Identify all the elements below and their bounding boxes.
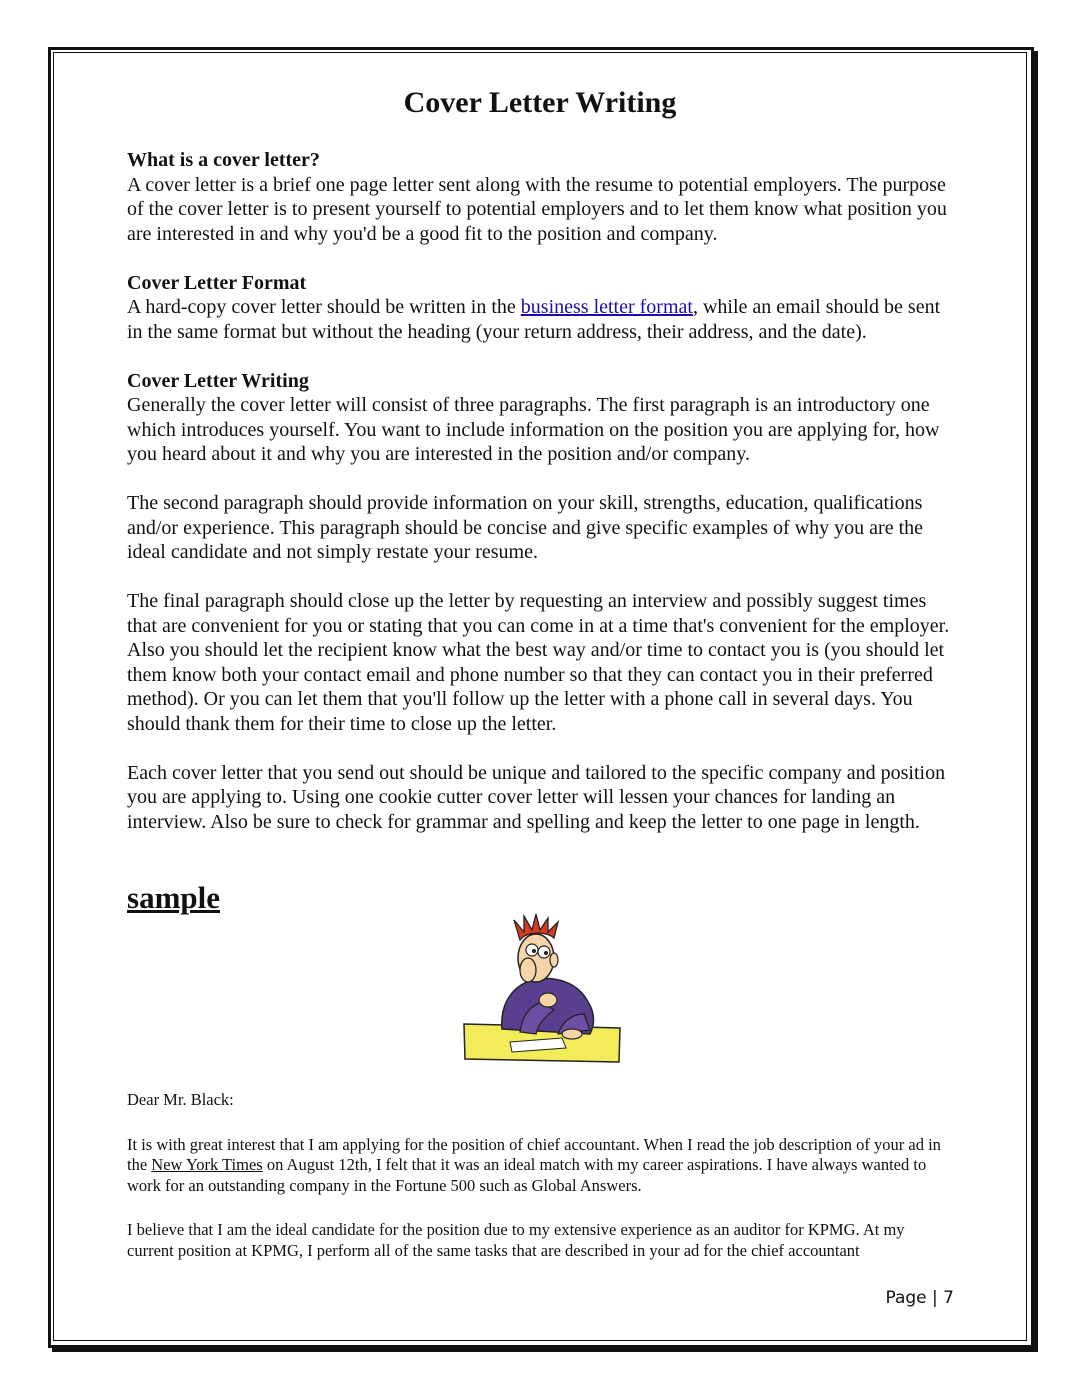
section-text: A cover letter is a brief one page letter sent along with the resume to potential employers. The purpose of the cover letter is to present yourself to potential employers and to let them know what position you are interested in and why you'd be a good fit to the position and company. xyxy=(127,173,947,245)
letter-p1-text-after-link: on August 12th, I felt that it was an ideal match with my career aspirations. I have always wanted to work for an outstanding company in the Fortune 500 such as Global Answers. xyxy=(127,1155,927,1195)
sample-letter xyxy=(127,1090,947,1285)
section-text-before-link: A hard-copy cover letter should be written in the xyxy=(127,296,521,318)
letter-paragraph-2: I believe that I am the ideal candidate for the position due to my extensive experience as an auditor for KPMG. At my current position at KPMG, I perform all of the same tasks that are described in your ad for the chief accountant xyxy=(127,1220,905,1260)
page-number: Page | 7 xyxy=(885,1288,954,1308)
letter-p1-text-before-link: It is with great interest that I am applying for the position of chief accountant. When I read the job description of your ad in the xyxy=(127,1134,941,1174)
business-letter-format-link[interactable]: business letter format xyxy=(520,296,693,318)
section-writing xyxy=(127,369,957,835)
letter-paragraph-1 xyxy=(127,1135,947,1197)
writing-paragraph-1: Generally the cover letter will consist of three paragraphs. The first paragraph is an introductory one which introduces yourself. You want to include information on the position you are applying for, how you heard about it and why you are interested in the position and/or company. xyxy=(127,394,940,465)
new-york-times-link[interactable]: New York Times xyxy=(151,1155,263,1174)
main-content xyxy=(127,148,957,859)
section-heading: What is a cover letter? xyxy=(127,149,320,171)
section-what-is xyxy=(127,148,957,246)
section-text-after-link: , while an email should be sent in the same format but without the heading (your return address, their address, and the date). xyxy=(127,296,941,343)
writing-paragraph-3: The final paragraph should close up the letter by requesting an interview and possibly suggest times that are convenient for you or stating that you can come in at a time that's convenient for the employer. Also you should let the recipient know what the best way and/or time to contact you is (you should let them know both your contact email and phone number so that they can contact you in their preferred method). Or you can let them that you'll follow up the letter with a phone call in several days. You should thank them for their time to close up the letter. xyxy=(127,590,950,735)
page-title: Cover Letter Writing xyxy=(403,86,677,119)
thinking-man-at-desk-icon xyxy=(462,914,622,1066)
letter-salutation: Dear Mr. Black: xyxy=(127,1090,234,1109)
section-heading: Cover Letter Format xyxy=(127,271,307,294)
sample-heading: sample xyxy=(127,880,220,915)
section-format xyxy=(127,271,957,345)
writing-paragraph-2: The second paragraph should provide information on your skill, strengths, education, qualifications and/or experience. This paragraph should be concise and give specific examples of why you are the ideal candidate and not simply restate your resume. xyxy=(127,492,924,563)
section-heading: Cover Letter Writing xyxy=(127,369,309,392)
writing-paragraph-4: Each cover letter that you send out should be unique and tailored to the specific company and position you are applying to. Using one cookie cutter cover letter will lessen your chances for landing an interview. Also be sure to check for grammar and spelling and keep the letter to one page in length. xyxy=(127,761,946,833)
